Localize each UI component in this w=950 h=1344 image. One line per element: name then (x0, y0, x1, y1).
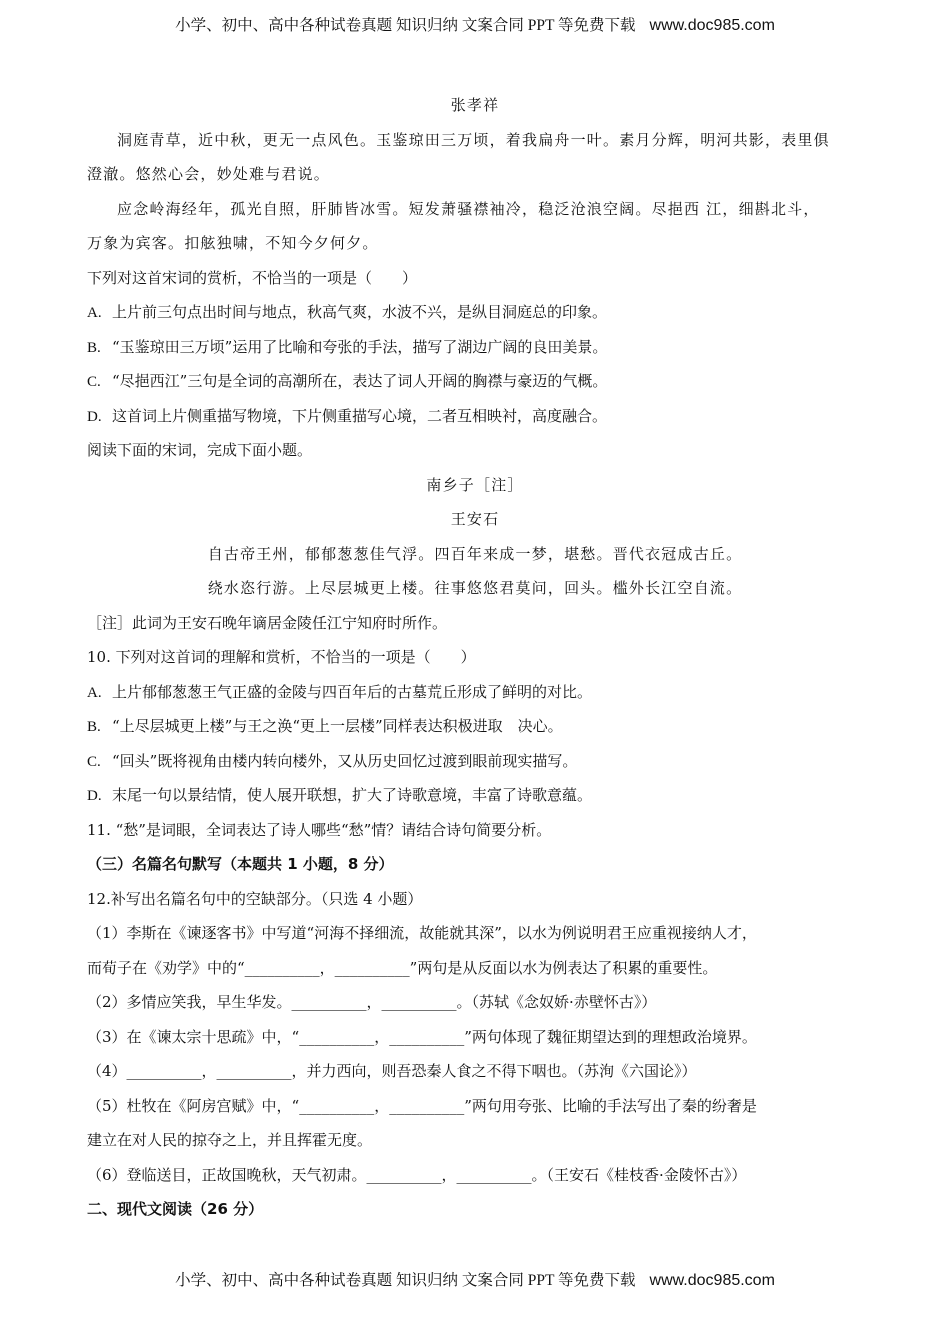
fill-item: （2）多情应笑我，早生华发。__________，__________。（苏轼《念奴娇·赤壁怀古》） (87, 993, 657, 1011)
fill-item: （5）杜牧在《阿房宫赋》中，“__________，__________”两句用夸张、比喻的手法写出了秦的纷奢是 (87, 1096, 757, 1115)
option-text: “上尽层城更上楼”与王之涣“更上一层楼”同样表达积极进取 决心。 (112, 717, 563, 735)
page-footer (0, 1268, 950, 1290)
option-text: 末尾一句以景结情，使人展开联想，扩大了诗歌意境，丰富了诗歌意蕴。 (112, 786, 593, 804)
question-stem: 下列对这首宋词的赏析，不恰当的一项是（ ） (87, 268, 418, 287)
option-c (87, 364, 863, 399)
option-letter: C. (87, 374, 101, 390)
option-d (87, 399, 863, 434)
poem1-line: 应念岭海经年，孤光自照，肝肺皆冰雪。短发萧骚襟袖冷，稳泛沧浪空阔。尽挹西 江，细斟北斗， (117, 199, 820, 218)
poem2-line: 自古帝王州，郁郁葱葱佳气浮。四百年来成一梦，堪愁。晋代衣冠成古丘。 (207, 544, 743, 563)
option-a (87, 675, 863, 710)
fill-item: （1）李斯在《谏逐客书》中写道“河海不择细流，故能就其深”，以水为例说明君王应重视接纳人才， (87, 924, 757, 942)
poem2-title: 南乡子［注］ (426, 475, 524, 494)
option-letter: C. (87, 753, 101, 770)
fill-item: （4）__________，__________，并力西向，则吾恐秦人食之不得下咽也。（苏洵《六国论》） (87, 1062, 697, 1080)
poem1-author: 张孝祥 (450, 96, 500, 114)
option-text: “尽挹西江”三句是全词的高潮所在，表达了词人开阔的胸襟与豪迈的气概。 (112, 372, 608, 390)
option-text: “玉鉴琼田三万顷”运用了比喻和夸张的手法，描写了湖边广阔的良田美景。 (112, 337, 608, 356)
poem2-author: 王安石 (450, 510, 500, 528)
fill-item: 建立在对人民的掠夺之上，并且挥霍无度。 (87, 1131, 373, 1149)
option-letter: D. (87, 788, 102, 804)
option-d (87, 778, 863, 813)
option-c (87, 744, 863, 779)
option-letter: D. (87, 408, 102, 425)
page-header (0, 13, 950, 35)
option-a (87, 295, 863, 330)
header-url[interactable]: www.doc985.com (649, 17, 775, 34)
option-letter: B. (87, 719, 101, 735)
question-10-stem: 10. 下列对这首词的理解和赏析，不恰当的一项是（ ） (87, 648, 476, 666)
footer-text: 小学、初中、高中各种试卷真题 知识归纳 文案合同 PPT 等免费下载 (175, 1272, 636, 1289)
option-b (87, 330, 863, 365)
option-text: 上片郁郁葱葱王气正盛的金陵与四百年后的古墓荒丘形成了鲜明的对比。 (112, 682, 593, 701)
document-body (87, 88, 863, 1227)
section-heading-3: （三）名篇名句默写（本题共 1 小题，8 分） (87, 855, 394, 873)
option-letter: A. (87, 684, 102, 701)
option-text: 这首词上片侧重描写物境，下片侧重描写心境，二者互相映衬，高度融合。 (112, 406, 608, 425)
fill-item: （3）在《谏太宗十思疏》中，“__________，__________”两句体现了魏征期望达到的理想政治境界。 (87, 1027, 757, 1046)
fill-item: （6）登临送目，正故国晚秋，天气初肃。__________，__________。（王安石《桂枝香·金陵怀古》） (87, 1165, 747, 1184)
fill-item: 而荀子在《劝学》中的“__________，__________”两句是从反面以水为例表达了积累的重要性。 (87, 958, 718, 977)
section-heading-modern: 二、现代文阅读（26 分） (87, 1200, 264, 1218)
question-11: 11. “愁”是词眼，全词表达了诗人哪些“愁”情？请结合诗句简要分析。 (87, 820, 552, 839)
poem2-line: 绕水恣行游。上尽层城更上楼。往事悠悠君莫问，回头。槛外长江空自流。 (207, 579, 743, 597)
option-text: “回头”既将视角由楼内转向楼外，又从历史回忆过渡到眼前现实描写。 (112, 751, 578, 770)
poem1-line: 万象为宾客。扣舷独啸，不知今夕何夕。 (87, 234, 379, 252)
option-text: 上片前三句点出时间与地点，秋高气爽，水波不兴，是纵目洞庭总的印象。 (112, 303, 608, 321)
poem1-line: 洞庭青草，近中秋，更无一点风色。玉鉴琼田三万顷，着我扁舟一叶。素月分辉，明河共影，表里俱 (117, 130, 830, 149)
footer-url[interactable]: www.doc985.com (649, 1272, 775, 1289)
header-text: 小学、初中、高中各种试卷真题 知识归纳 文案合同 PPT 等免费下载 (175, 17, 636, 34)
question-12-stem: 12.补写出名篇名句中的空缺部分。（只选 4 小题） (87, 889, 423, 908)
reading-intro: 阅读下面的宋词，完成下面小题。 (87, 441, 313, 459)
option-letter: A. (87, 305, 102, 321)
poem1-line: 澄澈。悠然心会，妙处难与君说。 (87, 165, 331, 183)
option-b (87, 709, 863, 744)
poem2-note: ［注］此词为王安石晚年谪居金陵任江宁知府时所作。 (87, 613, 448, 632)
option-letter: B. (87, 339, 101, 356)
